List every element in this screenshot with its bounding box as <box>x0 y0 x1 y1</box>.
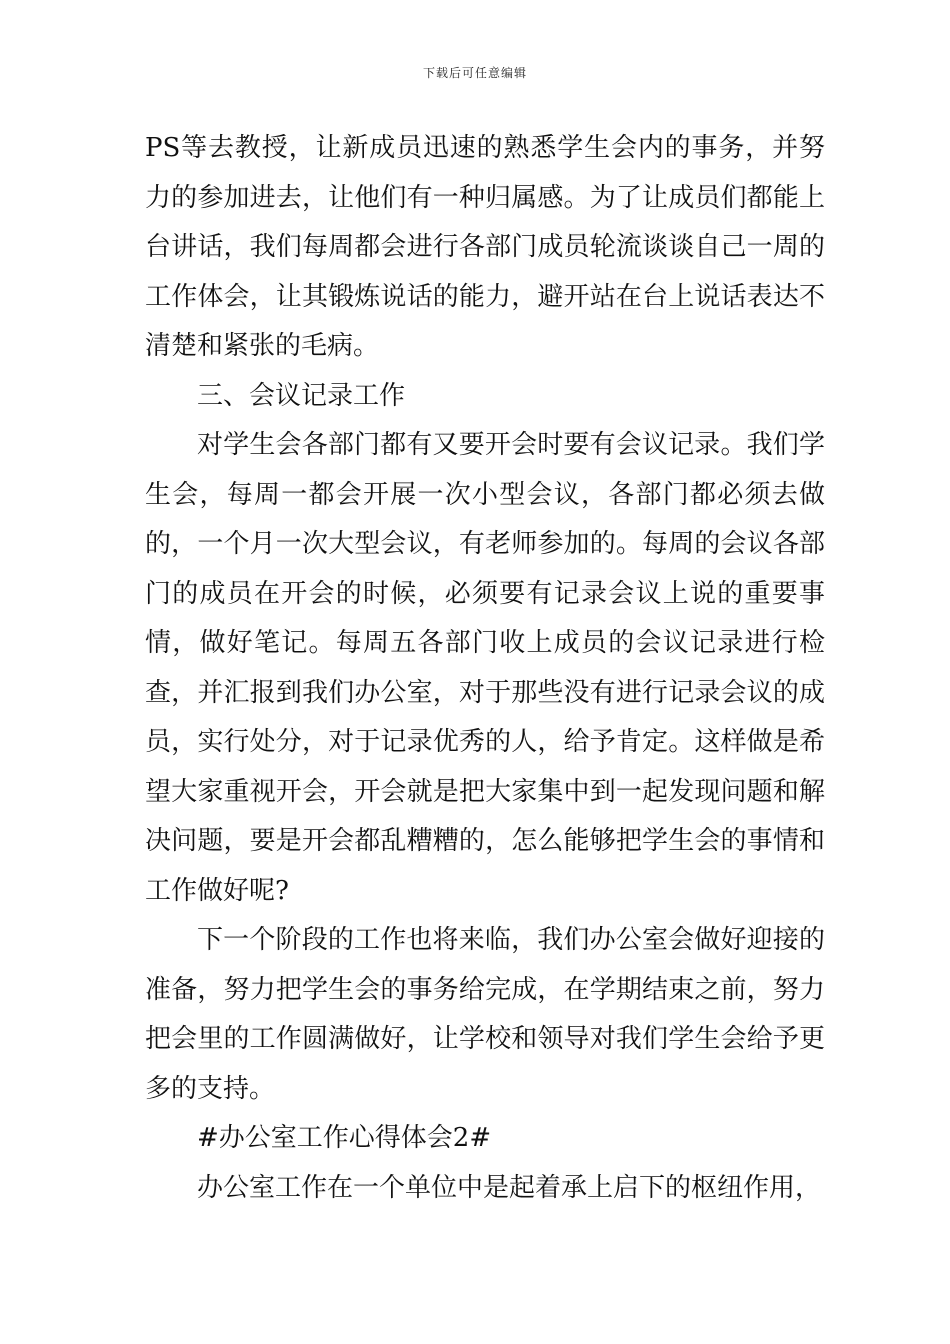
section-heading-meeting-records: 三、会议记录工作 <box>197 380 406 411</box>
page-header: 下载后可任意编辑 <box>422 66 527 80</box>
paragraph-next-stage: 下一个阶段的工作也将来临，我们办公室会做好迎接的准备，努力把学生会的事务给完成，在学期结束之前，努力把会里的工作圆满做好，让学校和领导对我们学生会给予更多的支持。 <box>145 925 825 1104</box>
paragraph-office-work: 办公室工作在一个单位中是起着承上启下的枢纽作用， <box>197 1172 822 1203</box>
paragraph-continuation: PS等去教授，让新成员迅速的熟悉学生会内的事务，并努力的参加进去，让他们有一种归属感。为了让成员们都能上台讲话，我们每周都会进行各部门成员轮流谈谈自己一周的工作体会，让其锻炼说话的能力，避开站在台上说话表达不清楚和紧张的毛病。 <box>145 133 825 361</box>
document-body <box>145 124 825 1213</box>
paragraph-meeting-records: 对学生会各部门都有又要开会时要有会议记录。我们学生会，每周一都会开展一次小型会议，各部门都必须去做的，一个月一次大型会议，有老师参加的。每周的会议各部门的成员在开会的时候，必须要有记录会议上说的重要事情，做好笔记。每周五各部门收上成员的会议记录进行检查，并汇报到我们办公室，对于那些没有进行记录会议的成员，实行处分，对于记录优秀的人，给予肯定。这样做是希望大家重视开会，开会就是把大家集中到一起发现问题和解决问题，要是开会都乱糟糟的，怎么能够把学生会的事情和工作做好呢? <box>145 430 825 906</box>
section-heading-office-experience-2: #办公室工作心得体会2# <box>197 1123 492 1153</box>
